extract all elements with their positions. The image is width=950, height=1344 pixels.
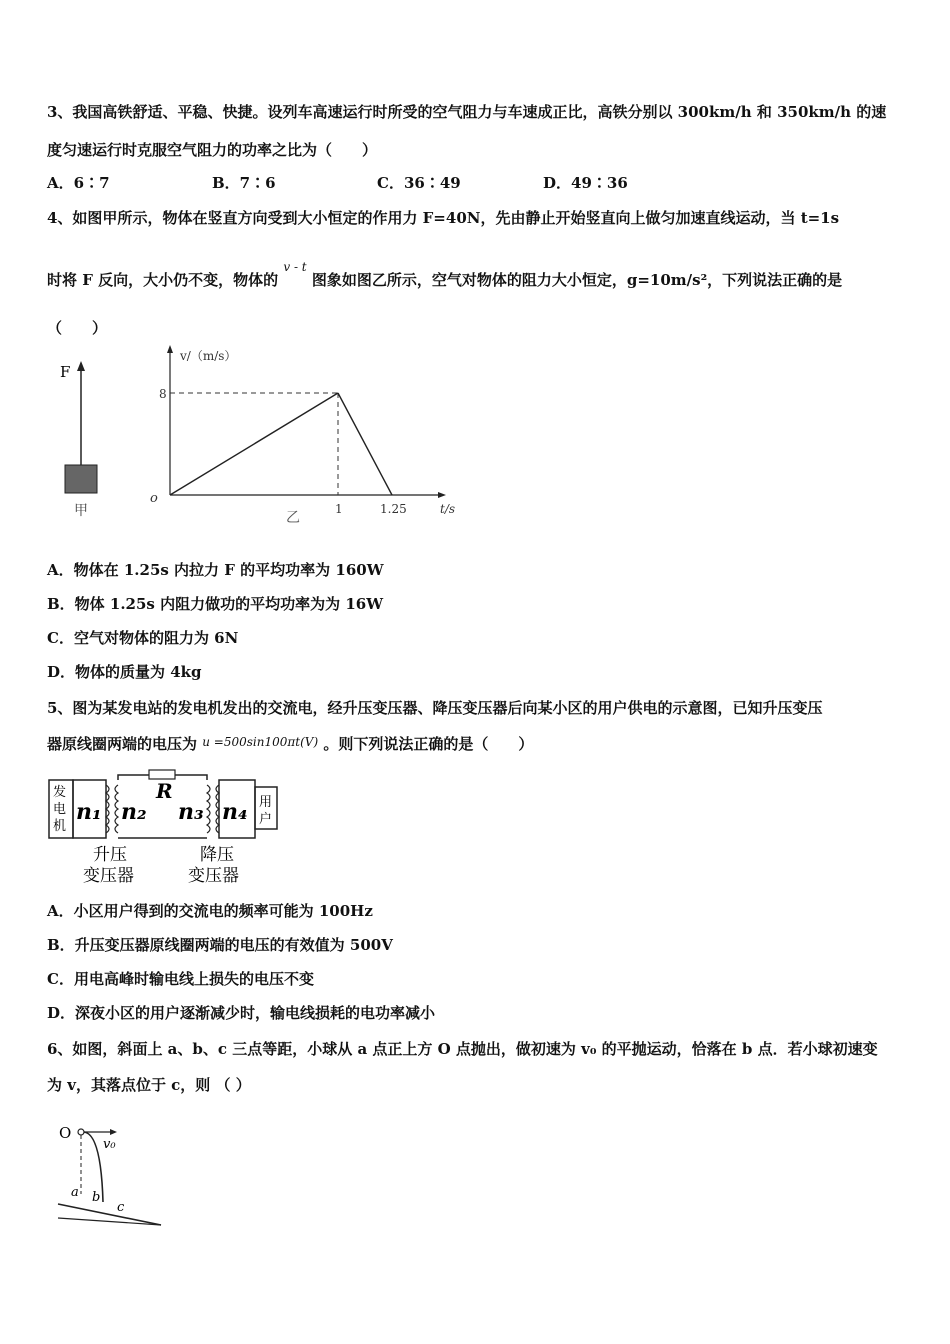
resistor-R xyxy=(149,770,175,779)
q5-option-d: D．深夜小区的用户逐渐减少时，输电线损耗的电功率减小 xyxy=(47,1004,436,1022)
q4-x-tick-1: 1 xyxy=(335,502,343,516)
q4-caption-jia: 甲 xyxy=(74,503,88,519)
q3-option-a: A．6∶7 xyxy=(47,174,110,192)
line-top-right xyxy=(175,775,207,780)
q4-stem-line1: 4、如图甲所示，物体在竖直方向受到大小恒定的作用力 F=40N，先由静止开始竖直向上做匀加速直线运动，当 t=1s xyxy=(47,209,840,227)
q5-figure-transformers xyxy=(45,765,290,890)
q4-figure-vt-graph xyxy=(140,340,470,530)
q5-option-c: C．用电高峰时输电线上损失的电压不变 xyxy=(47,970,314,988)
q4-stem-line3: （ ） xyxy=(47,319,108,337)
generator-label-2: 电 xyxy=(53,802,67,817)
q4-origin-label: o xyxy=(150,491,158,506)
q4-graph-rise xyxy=(170,393,338,495)
q5-option-b: B．升压变压器原线圈两端的电压的有效值为 500V xyxy=(47,936,393,954)
step-up-label-1: 升压 xyxy=(93,845,127,865)
q4-graph-fall xyxy=(338,393,392,495)
line-top-left xyxy=(118,775,149,780)
q5-voltage-formula: u =500sin100πt(V) xyxy=(202,735,319,749)
n2-label: n₂ xyxy=(121,799,147,825)
q4-x-axis-label: t/s xyxy=(440,502,456,516)
q6-figure-projectile xyxy=(55,1118,170,1228)
q5-stem-line2-a: 器原线圈两端的电压为 xyxy=(47,735,198,753)
R-label: R xyxy=(156,779,173,803)
q4-force-arrowhead xyxy=(77,361,85,371)
q4-caption-yi: 乙 xyxy=(286,510,300,526)
q4-y-axis-label: v/（m/s） xyxy=(180,349,237,363)
q6-point-c: c xyxy=(117,1200,125,1215)
user-label-2: 户 xyxy=(259,812,273,827)
q5-stem-line2-b: 。则下列说法正确的是（ ） xyxy=(323,735,534,753)
q3-stem-line2: 度匀速运行时克服空气阻力的功率之比为（ ） xyxy=(47,141,378,159)
q4-option-d: D．物体的质量为 4kg xyxy=(47,663,202,681)
q4-x-axis-arrow xyxy=(438,492,446,498)
q3-stem-line1: 3、我国高铁舒适、平稳、快捷。设列车高速运行时所受的空气阻力与车速成正比，高铁分别以 300km/h 和 350km/h 的速 xyxy=(47,103,887,121)
q4-force-label: F xyxy=(60,363,71,381)
q6-point-a: a xyxy=(71,1185,79,1200)
step-down-label-1: 降压 xyxy=(200,845,234,865)
step-up-label-2: 变压器 xyxy=(83,866,134,886)
q4-option-b: B．物体 1.25s 内阻力做功的平均功率为为 16W xyxy=(47,595,384,613)
step-down-label-2: 变压器 xyxy=(188,866,239,886)
q6-stem-line2: 为 v，其落点位于 c，则 （ ） xyxy=(47,1076,251,1094)
q6-point-O: O xyxy=(59,1124,72,1142)
q4-figure-force xyxy=(50,355,110,525)
q4-y-tick-8: 8 xyxy=(159,387,167,401)
q6-point-b: b xyxy=(92,1190,101,1205)
generator-label-1: 发 xyxy=(53,785,67,800)
q4-y-axis-arrow xyxy=(167,345,173,353)
q3-option-d: D．49∶36 xyxy=(543,174,628,192)
q4-option-c: C．空气对物体的阻力为 6N xyxy=(47,629,239,647)
q4-stem-line2 xyxy=(47,260,843,291)
q6-velocity-arrowhead xyxy=(110,1129,117,1135)
user-label-1: 用 xyxy=(259,795,273,810)
q4-stem-line2-a: 时将 F 反向，大小仍不变，物体的 xyxy=(47,271,279,289)
q6-ball xyxy=(78,1129,84,1135)
n3-label: n₃ xyxy=(178,799,204,825)
n1-label: n₁ xyxy=(76,799,102,825)
q6-stem-line1: 6、如图，斜面上 a、b、c 三点等距，小球从 a 点正上方 O 点抛出，做初速为 v₀ 的平抛运动，恰落在 b 点．若小球初速变 xyxy=(47,1040,878,1058)
q4-option-a: A．物体在 1.25s 内拉力 F 的平均功率为 160W xyxy=(47,561,384,579)
q3-option-c: C．36∶49 xyxy=(377,174,461,192)
generator-label-3: 机 xyxy=(53,819,67,834)
coil-3 xyxy=(207,785,210,833)
q5-stem-line1: 5、图为某发电站的发电机发出的交流电，经升压变压器、降压变压器后向某小区的用户供电的示意图，已知升压变压 xyxy=(47,699,823,717)
q4-stem-line2-b: 图象如图乙所示，空气对物体的阻力大小恒定，g=10m/s²，下列说法正确的是 xyxy=(311,271,843,289)
q5-stem-line2 xyxy=(47,734,533,755)
coil-2 xyxy=(115,785,118,833)
q4-vt-label: v - t xyxy=(283,260,307,274)
coil-1 xyxy=(106,785,109,833)
q4-x-tick-125: 1.25 xyxy=(380,502,407,516)
n4-label: n₄ xyxy=(222,799,248,825)
q3-option-b: B．7∶6 xyxy=(212,174,276,192)
q6-v0-label: v₀ xyxy=(103,1137,116,1152)
q5-option-a: A．小区用户得到的交流电的频率可能为 100Hz xyxy=(47,902,373,920)
q4-block xyxy=(65,465,97,493)
